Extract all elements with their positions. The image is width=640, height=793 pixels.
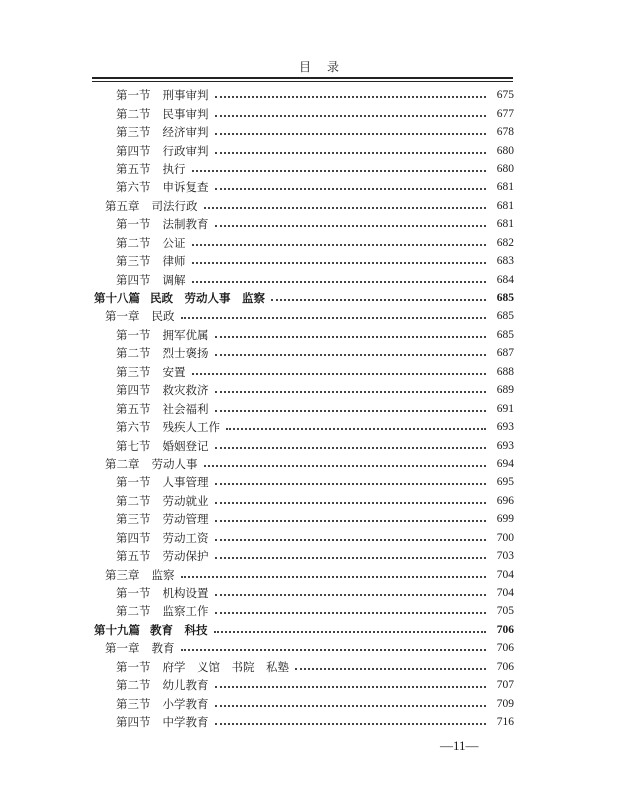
toc-entry-title: 残疾人工作 xyxy=(162,420,220,435)
toc-entry-page: 681 xyxy=(496,181,514,194)
toc-entry xyxy=(0,289,640,307)
toc-entry-title: 行政审判 xyxy=(162,143,209,158)
toc-entry xyxy=(0,510,640,528)
toc-entry-title: 民事审判 xyxy=(162,106,209,121)
toc-entry-title: 民政 劳动人事 监察 xyxy=(150,291,265,306)
toc-entry-number: 第七节 xyxy=(116,438,151,453)
toc-entry xyxy=(0,565,640,583)
toc-entry-number: 第二节 xyxy=(116,678,151,693)
toc-entry-number: 第一节 xyxy=(116,659,151,674)
toc-entry xyxy=(0,381,640,399)
toc-entry-title: 刑事审判 xyxy=(162,88,209,103)
toc-entry xyxy=(0,197,640,215)
toc-entry-number: 第六节 xyxy=(116,420,151,435)
toc-entry xyxy=(0,363,640,381)
dot-leader xyxy=(215,686,487,688)
toc-entry-title: 律师 xyxy=(162,254,186,269)
toc-entry-title: 劳动保护 xyxy=(162,549,209,564)
dot-leader xyxy=(192,262,487,264)
dot-leader xyxy=(215,594,487,596)
toc-entry-page: 680 xyxy=(496,144,514,157)
toc-entry xyxy=(0,252,640,270)
dot-leader xyxy=(215,447,487,449)
toc-entry-number: 第一章 xyxy=(105,309,140,324)
toc-entry xyxy=(0,436,640,454)
dot-leader xyxy=(215,336,487,338)
toc-entry-title: 人事管理 xyxy=(162,475,209,490)
toc-entry xyxy=(0,418,640,436)
dot-leader xyxy=(215,483,487,485)
dot-leader xyxy=(215,133,487,135)
toc-entry-title: 劳动就业 xyxy=(162,493,209,508)
dot-leader xyxy=(214,631,487,633)
toc-entry-number: 第一节 xyxy=(116,475,151,490)
toc-entry xyxy=(0,399,640,417)
page-number: —11— xyxy=(440,738,479,753)
toc-entry-page: 707 xyxy=(496,679,514,692)
toc-entry-number: 第二节 xyxy=(116,604,151,619)
toc-entry-number: 第三节 xyxy=(116,364,151,379)
toc-entry-label xyxy=(116,106,209,122)
toc-entry xyxy=(0,584,640,602)
toc-entry-label xyxy=(116,585,209,601)
toc-entry-label xyxy=(116,438,209,454)
toc-entry xyxy=(0,270,640,288)
toc-entry-title: 幼儿教育 xyxy=(162,678,209,693)
toc-entry xyxy=(0,160,640,178)
toc-entry xyxy=(0,234,640,252)
toc-entry xyxy=(0,344,640,362)
toc-entry-title: 司法行政 xyxy=(151,198,198,213)
toc-entry-page: 694 xyxy=(496,457,514,470)
dot-leader xyxy=(215,612,487,614)
toc-entry-page: 688 xyxy=(496,365,514,378)
toc-entry-page: 716 xyxy=(496,716,514,729)
toc-entry-label xyxy=(116,677,209,693)
toc-entry xyxy=(0,694,640,712)
toc-entry xyxy=(0,141,640,159)
dot-leader xyxy=(192,170,487,172)
dot-leader xyxy=(271,299,486,301)
dot-leader xyxy=(215,225,487,227)
toc-entry-title: 救灾救济 xyxy=(162,383,209,398)
toc-entry-title: 中学教育 xyxy=(162,715,209,730)
dot-leader xyxy=(215,354,487,356)
dot-leader xyxy=(215,115,487,117)
toc-entry-label xyxy=(116,124,209,140)
toc-entry-page: 706 xyxy=(496,623,514,636)
table-of-contents xyxy=(0,86,640,731)
toc-entry-page: 693 xyxy=(496,439,514,452)
toc-entry-title: 法制教育 xyxy=(162,217,209,232)
toc-entry-page: 685 xyxy=(496,328,514,341)
dot-leader xyxy=(215,557,487,559)
toc-entry-label xyxy=(116,216,209,232)
toc-entry-label xyxy=(116,474,209,490)
toc-entry-number: 第三节 xyxy=(116,696,151,711)
toc-entry-title: 申诉复查 xyxy=(162,180,209,195)
toc-entry-page: 704 xyxy=(496,568,514,581)
toc-entry-label xyxy=(116,235,186,251)
toc-entry-number: 第二节 xyxy=(116,493,151,508)
toc-entry-number: 第五节 xyxy=(116,401,151,416)
dot-leader xyxy=(215,723,487,725)
toc-entry-label xyxy=(116,696,209,712)
page-title: 目 录 xyxy=(298,60,341,74)
toc-entry-page: 691 xyxy=(496,402,514,415)
toc-entry-page: 700 xyxy=(496,531,514,544)
dot-leader xyxy=(226,428,486,430)
toc-entry-title: 拥军优属 xyxy=(162,327,209,342)
toc-entry xyxy=(0,639,640,657)
toc-entry-label xyxy=(94,622,208,638)
toc-entry-number: 第四节 xyxy=(116,530,151,545)
toc-entry-page: 678 xyxy=(496,126,514,139)
dot-leader xyxy=(215,152,487,154)
dot-leader xyxy=(204,465,487,467)
toc-entry-label xyxy=(105,198,198,214)
toc-entry-page: 709 xyxy=(496,697,514,710)
dot-leader xyxy=(215,539,487,541)
toc-entry-title: 安置 xyxy=(162,364,186,379)
toc-entry xyxy=(0,455,640,473)
toc-entry-title: 婚姻登记 xyxy=(162,438,209,453)
dot-leader xyxy=(192,373,487,375)
toc-entry-label xyxy=(116,327,209,343)
toc-entry-page: 681 xyxy=(496,199,514,212)
toc-entry xyxy=(0,123,640,141)
toc-entry-number: 第五章 xyxy=(105,198,140,213)
toc-entry-page: 677 xyxy=(496,107,514,120)
toc-entry-number: 第五节 xyxy=(116,549,151,564)
toc-entry xyxy=(0,602,640,620)
toc-entry-page: 696 xyxy=(496,494,514,507)
toc-entry-title: 劳动工资 xyxy=(162,530,209,545)
toc-entry-number: 第一节 xyxy=(116,327,151,342)
toc-entry-title: 劳动人事 xyxy=(151,456,198,471)
toc-entry-label xyxy=(116,714,209,730)
toc-entry-number: 第一章 xyxy=(105,641,140,656)
toc-entry-title: 机构设置 xyxy=(162,586,209,601)
dot-leader xyxy=(215,705,487,707)
toc-entry-page: 689 xyxy=(496,384,514,397)
toc-entry xyxy=(0,307,640,325)
dot-leader xyxy=(215,410,487,412)
toc-entry-title: 公证 xyxy=(162,235,186,250)
toc-entry xyxy=(0,215,640,233)
toc-entry-number: 第四节 xyxy=(116,383,151,398)
toc-entry-label xyxy=(116,253,186,269)
toc-entry-page: 685 xyxy=(496,292,514,305)
toc-entry-label xyxy=(105,567,175,583)
dot-leader xyxy=(181,649,487,651)
dot-leader xyxy=(295,668,486,670)
toc-entry-label xyxy=(116,272,186,288)
toc-entry-page: 699 xyxy=(496,513,514,526)
dot-leader xyxy=(215,96,487,98)
toc-entry xyxy=(0,676,640,694)
toc-entry-number: 第十八篇 xyxy=(94,291,140,306)
dot-leader xyxy=(181,317,487,319)
dot-leader xyxy=(181,576,487,578)
toc-entry xyxy=(0,178,640,196)
toc-entry-title: 府学 义馆 书院 私塾 xyxy=(162,659,289,674)
toc-entry-title: 调解 xyxy=(162,272,186,287)
toc-entry-page: 683 xyxy=(496,255,514,268)
dot-leader xyxy=(215,520,487,522)
toc-entry-number: 第一节 xyxy=(116,586,151,601)
toc-entry-label xyxy=(116,161,186,177)
toc-entry-title: 烈士褒扬 xyxy=(162,346,209,361)
toc-entry-number: 第二节 xyxy=(116,346,151,361)
dot-leader xyxy=(204,207,487,209)
toc-entry-label xyxy=(116,345,209,361)
toc-entry-number: 第一节 xyxy=(116,88,151,103)
toc-entry-page: 682 xyxy=(496,236,514,249)
toc-entry-label xyxy=(116,401,209,417)
toc-entry xyxy=(0,86,640,104)
toc-entry-title: 教育 xyxy=(151,641,175,656)
toc-entry xyxy=(0,492,640,510)
toc-entry-number: 第五节 xyxy=(116,161,151,176)
toc-entry-page: 704 xyxy=(496,587,514,600)
toc-entry-label xyxy=(116,511,209,527)
toc-entry-page: 681 xyxy=(496,218,514,231)
toc-entry-label xyxy=(94,290,265,306)
toc-entry-page: 705 xyxy=(496,605,514,618)
dot-leader xyxy=(192,281,487,283)
toc-entry-title: 劳动管理 xyxy=(162,512,209,527)
toc-entry-label xyxy=(116,179,209,195)
toc-entry-number: 第四节 xyxy=(116,715,151,730)
toc-entry-label xyxy=(116,364,186,380)
toc-entry-label xyxy=(116,659,289,675)
toc-entry-page: 703 xyxy=(496,550,514,563)
toc-entry-number: 第十九篇 xyxy=(94,622,140,637)
toc-entry xyxy=(0,547,640,565)
toc-entry-number: 第二节 xyxy=(116,106,151,121)
toc-entry-page: 695 xyxy=(496,476,514,489)
toc-entry-page: 685 xyxy=(496,310,514,323)
toc-entry-number: 第一节 xyxy=(116,217,151,232)
toc-entry xyxy=(0,713,640,731)
dot-leader xyxy=(192,244,487,246)
toc-entry-page: 680 xyxy=(496,162,514,175)
toc-entry xyxy=(0,473,640,491)
toc-entry xyxy=(0,104,640,122)
toc-entry xyxy=(0,658,640,676)
toc-entry-label xyxy=(116,493,209,509)
toc-entry-page: 706 xyxy=(496,642,514,655)
toc-entry-label xyxy=(105,308,175,324)
toc-entry-label xyxy=(116,382,209,398)
toc-entry-label xyxy=(116,530,209,546)
toc-entry xyxy=(0,529,640,547)
toc-entry xyxy=(0,326,640,344)
toc-entry-page: 693 xyxy=(496,421,514,434)
toc-entry-label xyxy=(116,419,220,435)
toc-entry-number: 第四节 xyxy=(116,272,151,287)
toc-entry-title: 教育 科技 xyxy=(150,622,208,637)
toc-entry xyxy=(0,621,640,639)
toc-entry-title: 经济审判 xyxy=(162,125,209,140)
toc-entry-title: 小学教育 xyxy=(162,696,209,711)
toc-entry-title: 监察 xyxy=(151,567,175,582)
toc-entry-number: 第二章 xyxy=(105,456,140,471)
toc-entry-number: 第二节 xyxy=(116,235,151,250)
toc-entry-title: 执行 xyxy=(162,161,186,176)
dot-leader xyxy=(215,502,487,504)
toc-entry-label xyxy=(116,603,209,619)
toc-entry-label xyxy=(116,143,209,159)
header-rule xyxy=(92,77,513,82)
dot-leader xyxy=(215,188,487,190)
toc-entry-title: 社会福利 xyxy=(162,401,209,416)
toc-entry-title: 监察工作 xyxy=(162,604,209,619)
toc-entry-number: 第三章 xyxy=(105,567,140,582)
toc-entry-title: 民政 xyxy=(151,309,175,324)
toc-entry-label xyxy=(116,548,209,564)
toc-entry-label xyxy=(105,456,198,472)
toc-entry-label xyxy=(105,640,175,656)
toc-entry-page: 706 xyxy=(496,660,514,673)
toc-entry-label xyxy=(116,87,209,103)
dot-leader xyxy=(215,391,487,393)
toc-entry-number: 第三节 xyxy=(116,254,151,269)
toc-entry-page: 675 xyxy=(496,89,514,102)
toc-entry-number: 第六节 xyxy=(116,180,151,195)
toc-entry-number: 第三节 xyxy=(116,125,151,140)
toc-entry-page: 684 xyxy=(496,273,514,286)
toc-entry-page: 687 xyxy=(496,347,514,360)
toc-entry-number: 第三节 xyxy=(116,512,151,527)
toc-entry-number: 第四节 xyxy=(116,143,151,158)
